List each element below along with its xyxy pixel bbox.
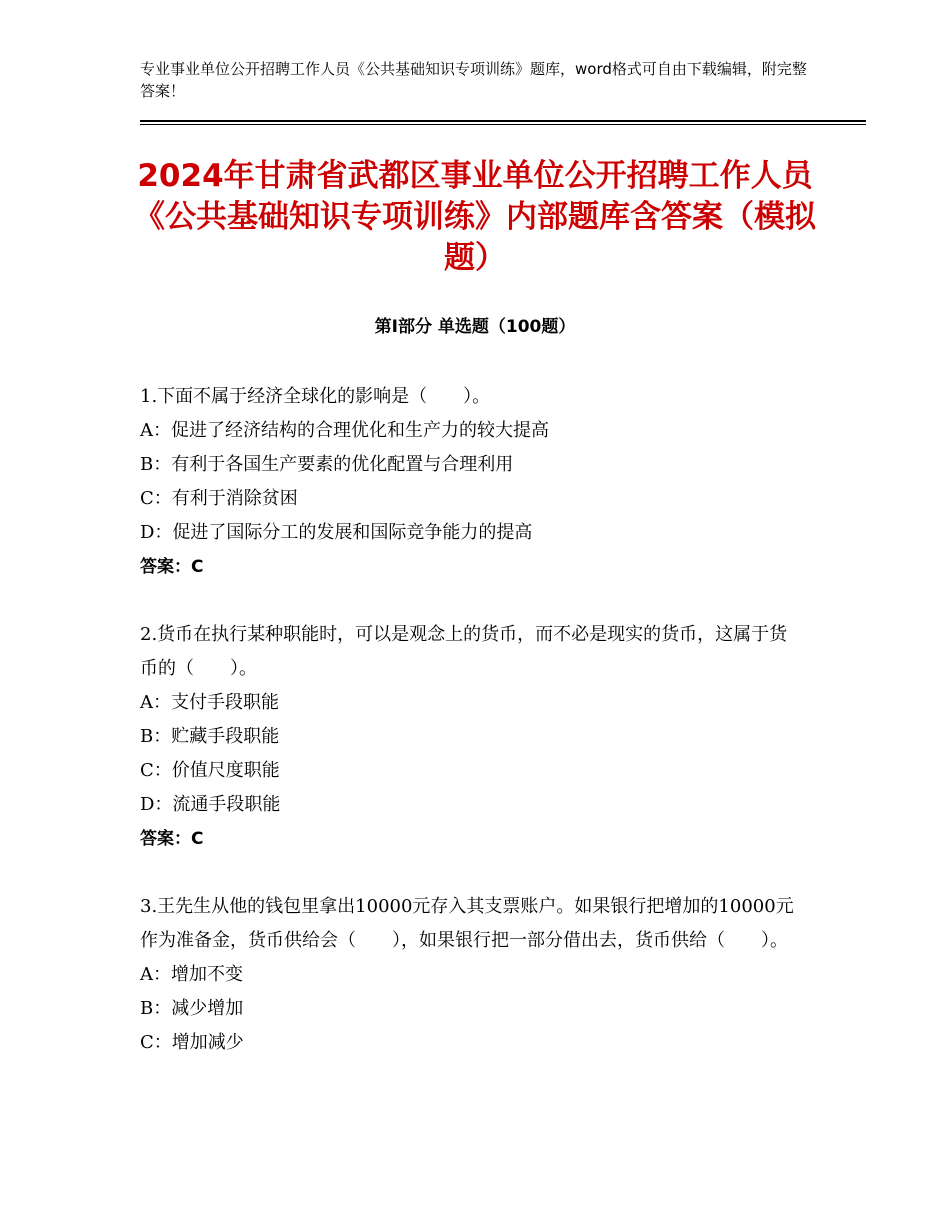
option-a: A：增加不变 xyxy=(140,964,243,985)
answer: 答案：C xyxy=(140,829,204,849)
section-title: 第Ⅰ部分 单选题（100题） xyxy=(374,317,576,337)
option-c: C：有利于消除贫困 xyxy=(140,488,298,509)
option-a: A：支付手段职能 xyxy=(140,692,279,713)
option-b: B：贮藏手段职能 xyxy=(140,726,280,747)
option-b: B：减少增加 xyxy=(140,998,244,1019)
question-stem: 1.下面不属于经济全球化的影响是（ ）。 xyxy=(140,386,491,407)
question-stem: 2.货币在执行某种职能时，可以是观念上的货币，而不必是现实的货币，这属于货币的（ ）。 xyxy=(140,624,788,679)
option-a: A：促进了经济结构的合理优化和生产力的较大提高 xyxy=(140,420,549,441)
option-c: C：增加减少 xyxy=(140,1032,244,1053)
question-2 xyxy=(140,618,800,856)
question-1 xyxy=(140,380,800,584)
document-title: 2024年甘肃省武都区事业单位公开招聘工作人员《公共基础知识专项训练》内部题库含答案（模拟题） xyxy=(134,158,816,276)
question-list xyxy=(140,380,800,1094)
question-3 xyxy=(140,890,800,1060)
question-stem: 3.王先生从他的钱包里拿出10000元存入其支票账户。如果银行把增加的10000元作为准备金，货币供给会（ ），如果银行把一部分借出去，货币供给（ ）。 xyxy=(140,896,794,951)
header-note: 专业事业单位公开招聘工作人员《公共基础知识专项训练》题库，word格式可自由下载编辑，附完整答案！ xyxy=(140,60,807,100)
answer: 答案：C xyxy=(140,557,204,577)
option-c: C：价值尺度职能 xyxy=(140,760,280,781)
option-d: D：流通手段职能 xyxy=(140,794,281,815)
option-b: B：有利于各国生产要素的优化配置与合理利用 xyxy=(140,454,514,475)
header-divider-thick xyxy=(140,120,866,122)
option-d: D：促进了国际分工的发展和国际竞争能力的提高 xyxy=(140,522,533,543)
header-divider-thin xyxy=(140,124,866,125)
